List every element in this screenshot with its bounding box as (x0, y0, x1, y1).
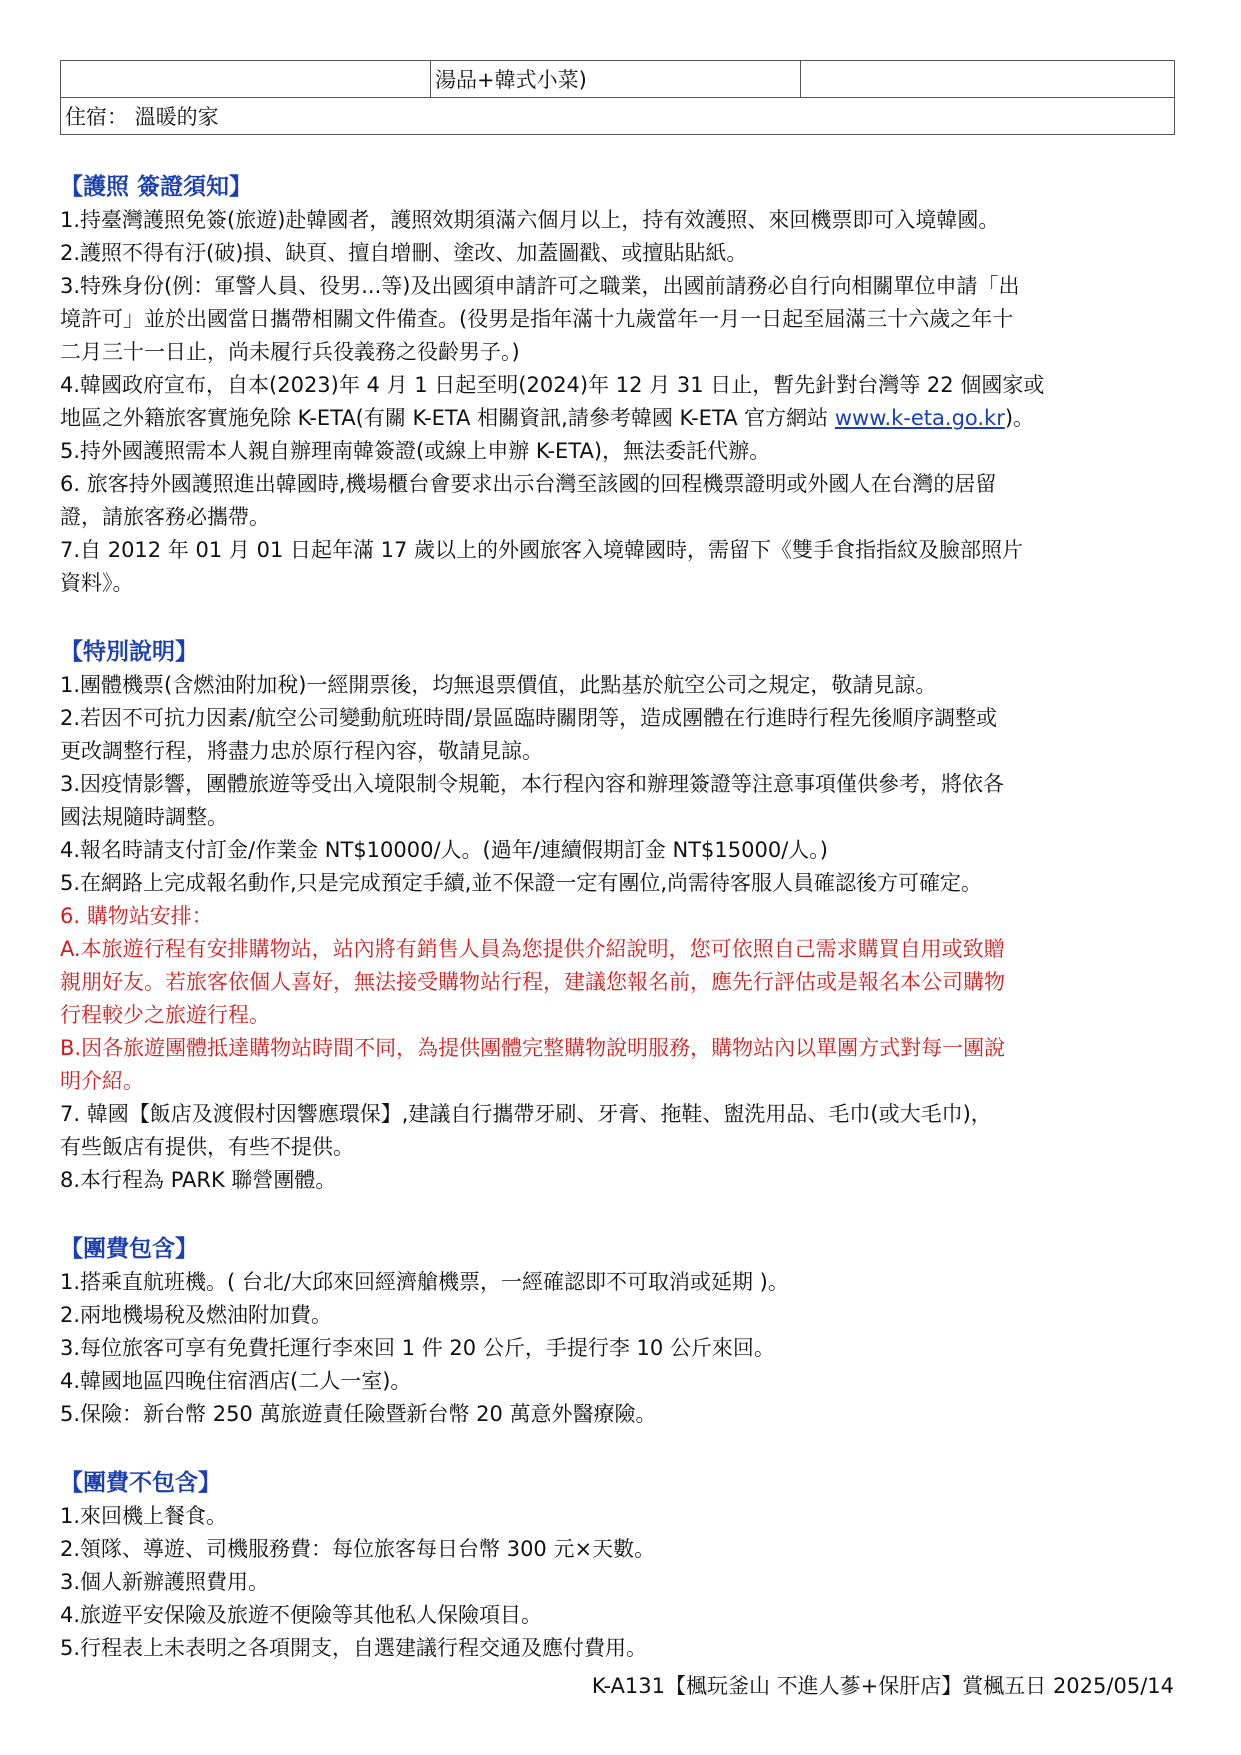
text-segment: )。 (1004, 406, 1035, 430)
text-line: 8.本行程為 PARK 聯營團體。 (60, 1168, 337, 1192)
table-cell: 湯品+韓式小菜) (431, 61, 801, 98)
text-line (60, 402, 1174, 435)
shopping-note-line: 親朋好友。若旅客依個人喜好，無法接受購物站行程，建議您報名前，應先行評估或是報名本公司購物 (60, 970, 1005, 994)
text-line: 二月三十一日止，尚未履行兵役義務之役齡男子。) (60, 340, 520, 364)
section-title: 【護照 簽證須知】 (60, 174, 253, 200)
section-title: 【特別說明】 (60, 639, 198, 665)
text-line: 1.來回機上餐食。 (60, 1504, 228, 1528)
text-line: 7. 韓國【飯店及渡假村因響應環保】,建議自行攜帶牙刷、牙膏、拖鞋、盥洗用品、毛巾(或大毛巾)， (60, 1102, 992, 1126)
text-line: 國法規隨時調整。 (60, 805, 228, 829)
text-line: 2.若因不可抗力因素/航空公司變動航班時間/景區臨時關閉等，造成團體在行進時行程先後順序調整或 (60, 706, 998, 730)
text-line: 3.個人新辦護照費用。 (60, 1570, 270, 1594)
table-cell (801, 61, 1175, 98)
text-line: 1.團體機票(含燃油附加稅)一經開票後，均無退票價值，此點基於航空公司之規定，敬請見諒。 (60, 673, 937, 697)
shopping-note-line: B.因各旅遊團體抵達購物站時間不同，為提供團體完整購物說明服務，購物站內以單團方式對每一團說 (60, 1036, 1006, 1060)
meal-table (60, 60, 1175, 135)
shopping-note-line: 明介紹。 (60, 1069, 144, 1093)
text-line: 資料》。 (60, 571, 134, 595)
section-title: 【團費包含】 (60, 1236, 198, 1262)
fee-excluded-section (60, 1467, 1174, 1665)
text-line: 5.保險：新台幣 250 萬旅遊責任險暨新台幣 20 萬意外醫療險。 (60, 1402, 657, 1426)
text-line: 7.自 2012 年 01 月 01 日起年滿 17 歲以上的外國旅客入境韓國時，需留下《雙手食指指紋及臉部照片 (60, 538, 1024, 562)
text-line: 2.領隊、導遊、司機服務費：每位旅客每日台幣 300 元×天數。 (60, 1537, 656, 1561)
shopping-note-line: 行程較少之旅遊行程。 (60, 1003, 270, 1027)
lodging-cell: 住宿： 溫暖的家 (61, 98, 1175, 135)
text-line: 5.持外國護照需本人親自辦理南韓簽證(或線上申辦 K-ETA)，無法委託代辦。 (60, 439, 771, 463)
text-line: 1.搭乘直航班機。( 台北/大邱來回經濟艙機票，一經確認即不可取消或延期 )。 (60, 1270, 789, 1294)
table-row (61, 61, 1175, 98)
text-line: 4.旅遊平安保險及旅遊不便險等其他私人保險項目。 (60, 1603, 543, 1627)
text-line: 3.特殊身份(例：軍警人員、役男...等)及出國須申請許可之職業，出國前請務必自行向相關單位申請「出 (60, 274, 1020, 298)
text-line: 4.韓國地區四晚住宿酒店(二人一室)。 (60, 1369, 412, 1393)
text-line: 更改調整行程，將盡力忠於原行程內容，敬請見諒。 (60, 739, 543, 763)
text-line: 境許可」並於出國當日攜帶相關文件備查。(役男是指年滿十九歲當年一月一日起至屆滿三十六歲之年十 (60, 307, 1014, 331)
text-line: 有些飯店有提供，有些不提供。 (60, 1135, 354, 1159)
text-line: 5.行程表上未表明之各項開支，自選建議行程交通及應付費用。 (60, 1636, 648, 1660)
text-line: 5.在網路上完成報名動作,只是完成預定手續,並不保證一定有團位,尚需待客服人員確認後方可確定。 (60, 871, 983, 895)
table-row (61, 98, 1175, 135)
shopping-note-line: A.本旅遊行程有安排購物站，站內將有銷售人員為您提供介紹說明，您可依照自己需求購買自用或致贈 (60, 937, 1005, 961)
shopping-note-line: 6. 購物站安排： (60, 904, 213, 928)
text-line: 1.持臺灣護照免簽(旅遊)赴韓國者，護照效期須滿六個月以上，持有效護照、來回機票即可入境韓國。 (60, 208, 1000, 232)
text-line: 6. 旅客持外國護照進出韓國時,機場櫃台會要求出示台灣至該國的回程機票證明或外國人在台灣的居留 (60, 472, 997, 496)
fee-included-section (60, 1233, 1174, 1431)
document-page (60, 60, 1174, 1665)
k-eta-link[interactable]: www.k-eta.go.kr (834, 406, 1005, 430)
text-line: 3.因疫情影響，團體旅遊等受出入境限制令規範，本行程內容和辦理簽證等注意事項僅供參考，將依各 (60, 772, 1005, 796)
text-line: 3.每位旅客可享有免費托運行李來回 1 件 20 公斤，手提行李 10 公斤來回。 (60, 1336, 775, 1360)
text-segment: 地區之外籍旅客實施免除 K-ETA(有關 K-ETA 相關資訊,請參考韓國 K-ETA 官方網站 (60, 406, 835, 430)
text-line: 4.韓國政府宣布，自本(2023)年 4 月 1 日起至明(2024)年 12 月 31 日止，暫先針對台灣等 22 個國家或 (60, 373, 1045, 397)
text-line: 2.護照不得有汙(破)損、缺頁、擅自增刪、塗改、加蓋圖戳、或擅貼貼紙。 (60, 241, 748, 265)
special-notes-section (60, 636, 1174, 1197)
table-cell (61, 61, 431, 98)
page-footer: K-A131【楓玩釜山 不進人蔘+保肝店】賞楓五日 2025/05/14 (591, 1674, 1174, 1698)
passport-section (60, 171, 1174, 600)
text-line: 證，請旅客務必攜帶。 (60, 505, 270, 529)
text-line: 4.報名時請支付訂金/作業金 NT$10000/人。(過年/連續假期訂金 NT$15000/人。) (60, 838, 828, 862)
section-title: 【團費不包含】 (60, 1470, 221, 1496)
text-line: 2.兩地機場稅及燃油附加費。 (60, 1303, 333, 1327)
